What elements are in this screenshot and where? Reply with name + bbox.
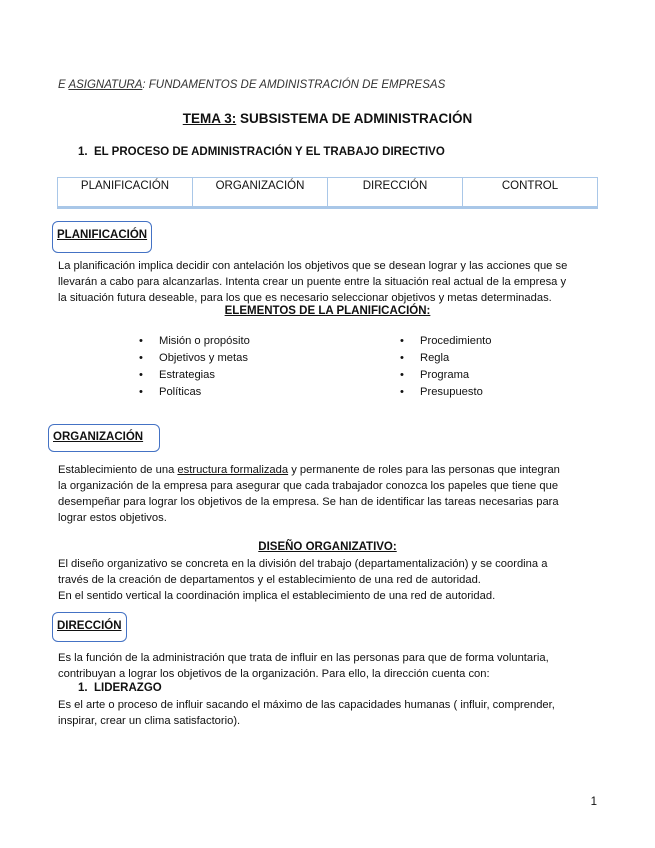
paragraph-line: El diseño organizativo se concreta en la división del trabajo (departamentalización) y se coordina a [58,558,548,570]
planificacion-paragraph [58,258,598,306]
table-cell-organizacion: ORGANIZACIÓN [193,178,328,206]
page-title [0,111,655,126]
list-item: • Estrategias [139,367,250,384]
paragraph-line: Es el arte o proceso de influir sacando el máximo de las capacidades humanas ( influir, comprender, [58,699,555,711]
course-header [58,79,445,91]
list-item: • Misión o propósito [139,333,250,350]
paragraph-line: contribuyan a lograr los objetivos de la organización. Para ello, la dirección cuenta con: [58,668,490,680]
liderazgo-paragraph [58,697,598,729]
direccion-heading: DIRECCIÓN [52,612,127,642]
paragraph-line: desempeñar para lograr los objetivos de la empresa. Se han de identificar las tareas necesarias para [58,496,559,508]
paragraph-line: través de la creación de departamentos y el establecimiento de una red de autoridad. [58,574,481,586]
section-number: 1. [78,146,88,158]
elements-heading: ELEMENTOS DE LA PLANIFICACIÓN: [224,305,431,317]
table-cell-control: CONTROL [501,180,559,192]
design-paragraph [58,556,598,604]
organizacion-paragraph [58,462,598,526]
section-title: EL PROCESO DE ADMINISTRACIÓN Y EL TRABAJO DIRECTIVO [93,146,445,158]
paragraph-line [58,462,598,478]
page-number: 1 [590,796,597,808]
direccion-paragraph [58,650,598,682]
sub-title: LIDERAZGO [93,682,162,694]
list-item: • Regla [400,350,492,367]
list-item: • Políticas [139,384,250,401]
elements-list-left [139,333,250,401]
elements-list-right [400,333,492,401]
paragraph-line: llevarán a cabo para alcanzarlas. Intenta crear un puente entre la situación real actual de la empresa y [58,276,567,288]
paragraph-line: la organización de la empresa para asegurar que cada trabajador conozca los papeles que tiene que [58,480,559,492]
liderazgo-heading [78,682,162,694]
text-run: Establecimiento de una [58,464,178,476]
header-prefix: E [58,79,69,91]
paragraph-line: En el sentido vertical la coordinación implica el establecimiento de una red de autoridad. [58,590,496,602]
table-cell-planificacion: PLANIFICACIÓN [58,178,193,206]
process-table [57,177,598,209]
title-label: TEMA 3: [182,111,237,126]
list-item: • Objetivos y metas [139,350,250,367]
paragraph-line: La planificación implica decidir con antelación los objetivos que se desean lograr y las acciones que se [58,260,568,272]
list-item: • Programa [400,367,492,384]
title-text: SUBSISTEMA DE ADMINISTRACIÓN [236,111,473,126]
underlined-term: estructura formalizada [177,464,289,476]
paragraph-line: Es la función de la administración que trata de influir en las personas para que de forma voluntaria, [58,652,549,664]
list-item: • Procedimiento [400,333,492,350]
list-item: • Presupuesto [400,384,492,401]
section-heading [78,146,445,158]
sub-number: 1. [78,682,88,694]
paragraph-line: lograr estos objetivos. [58,512,167,524]
paragraph-line: inspirar, crear un clima satisfactorio). [58,715,241,727]
table-cell-direccion: DIRECCIÓN [328,178,463,206]
subject-label: ASIGNATURA [68,79,143,91]
text-run: y permanente de roles para las personas que integran [288,464,560,476]
paragraph-line: la situación futura deseable, para los que es necesario seleccionar objetivos y metas determinadas. [58,292,552,304]
organizacion-heading: ORGANIZACIÓN [48,424,160,452]
subject-name: : FUNDAMENTOS DE AMDINISTRACIÓN DE EMPRESAS [142,79,446,91]
design-heading: DISEÑO ORGANIZATIVO: [258,541,397,553]
planificacion-heading: PLANIFICACIÓN [52,221,152,253]
